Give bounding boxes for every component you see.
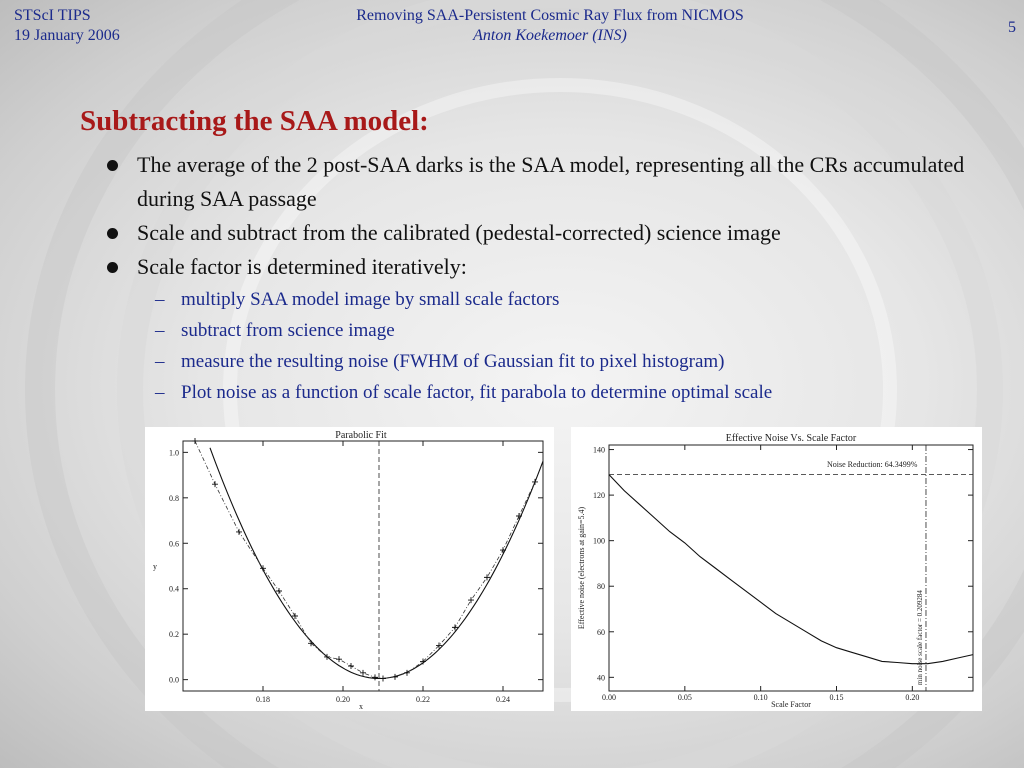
- chart1-point: [192, 438, 198, 444]
- chart1-point: [212, 481, 218, 487]
- sub-bullet-text: Plot noise as a function of scale factor, fit parabola to determine optimal scale: [181, 382, 773, 403]
- chart1-xtick-label: 0.18: [256, 695, 270, 704]
- header-center: [270, 6, 830, 46]
- sub-bullet-text: subtract from science image: [181, 320, 395, 341]
- chart2-title: Effective Noise Vs. Scale Factor: [725, 433, 857, 444]
- chart2-xtick-label: 0.15: [829, 693, 844, 702]
- header-date: 19 January 2006: [14, 27, 120, 44]
- header-author: Anton Koekemoer (INS): [473, 27, 627, 44]
- chart1-xlabel: x: [359, 702, 363, 711]
- bullet-item: [100, 216, 1000, 250]
- chart1-ytick-label: 0.0: [169, 675, 179, 685]
- parabolic-fit-svg: [145, 427, 554, 711]
- chart1-title: Parabolic Fit: [335, 430, 387, 441]
- dash-icon: –: [155, 320, 165, 341]
- sub-bullet-item: [137, 315, 1000, 346]
- dash-icon: –: [155, 351, 165, 372]
- header-title: Removing SAA-Persistent Cosmic Ray Flux from NICMOS: [356, 7, 744, 24]
- chart1-ytick-label: 0.6: [169, 539, 179, 549]
- chart2-xlabel: Scale Factor: [771, 700, 811, 709]
- chart1-ytick-label: 0.8: [169, 493, 179, 503]
- dash-icon: –: [155, 382, 165, 403]
- slide-title: Subtracting the SAA model:: [80, 105, 429, 137]
- sub-bullet-text: measure the resulting noise (FWHM of Gaussian fit to pixel histogram): [181, 351, 725, 372]
- chart2-xtick-label: 0.05: [677, 693, 692, 702]
- header-org: STScI TIPS: [14, 7, 91, 24]
- bullet-item: [100, 250, 1000, 408]
- chart2-ytick-label: 80: [597, 582, 605, 592]
- chart1-point: [516, 513, 522, 519]
- chart1-ytick-label: 0.2: [169, 630, 179, 640]
- chart1-point: [360, 670, 366, 676]
- bullet-dot-icon: [107, 262, 118, 273]
- chart1-ytick-label: 0.4: [169, 584, 179, 594]
- sub-bullet-text: multiply SAA model image by small scale factors: [181, 289, 560, 310]
- sub-bullet-item: [137, 377, 1000, 408]
- chart1-ylabel: y: [153, 562, 157, 571]
- dash-icon: –: [155, 289, 165, 310]
- chart1-data-line: [195, 441, 535, 679]
- parabolic-fit-chart: [145, 427, 554, 711]
- chart2-vertical-label: min noise scale factor = 0.209284: [915, 590, 924, 685]
- chart1-point: [500, 547, 506, 553]
- chart1-point: [484, 574, 490, 580]
- chart2-ylabel: Effective noise (electrons at gain=5.4): [577, 506, 586, 630]
- page-number: 5: [1008, 19, 1016, 36]
- bullet-text: Scale factor is determined iteratively:: [137, 254, 467, 279]
- chart1-frame: [183, 441, 543, 691]
- chart1-point: [276, 588, 282, 594]
- bullet-list: [100, 148, 1000, 408]
- sub-bullet-list: [137, 284, 1000, 408]
- bullet-text: The average of the 2 post-SAA darks is the SAA model, representing all the CRs accumulated during SAA passage: [137, 152, 965, 211]
- chart1-point: [392, 674, 398, 680]
- chart1-xtick-label: 0.20: [336, 695, 350, 704]
- chart2-xtick-label: 0.10: [753, 693, 768, 702]
- chart2-ytick-label: 120: [593, 491, 605, 501]
- effective-noise-svg: [571, 427, 982, 711]
- sub-bullet-item: [137, 284, 1000, 315]
- chart2-xtick-label: 0.20: [905, 693, 920, 702]
- sub-bullet-item: [137, 346, 1000, 377]
- chart2-annotation: Noise Reduction: 64.3499%: [827, 460, 918, 469]
- chart1-point: [380, 676, 386, 682]
- bullet-text: Scale and subtract from the calibrated (pedestal-corrected) science image: [137, 220, 781, 245]
- bullet-item: [100, 148, 1000, 216]
- chart1-ytick-label: 1.0: [169, 448, 179, 458]
- chart1-xtick-label: 0.22: [416, 695, 430, 704]
- chart1-point: [336, 656, 342, 662]
- chart2-ytick-label: 60: [597, 627, 605, 637]
- chart2-ytick-label: 140: [593, 445, 605, 455]
- header-left: [14, 6, 120, 46]
- chart1-xtick-label: 0.24: [496, 695, 510, 704]
- chart2-ytick-label: 40: [597, 673, 605, 683]
- bullet-dot-icon: [107, 160, 118, 171]
- chart2-ytick-label: 100: [593, 536, 605, 546]
- chart1-point: [236, 529, 242, 535]
- bullet-dot-icon: [107, 228, 118, 239]
- chart2-xtick-label: 0.00: [602, 693, 616, 702]
- chart1-point: [348, 663, 354, 669]
- effective-noise-chart: [571, 427, 982, 711]
- chart1-point: [532, 479, 538, 485]
- chart1-point: [468, 597, 474, 603]
- chart1-point: [372, 674, 378, 680]
